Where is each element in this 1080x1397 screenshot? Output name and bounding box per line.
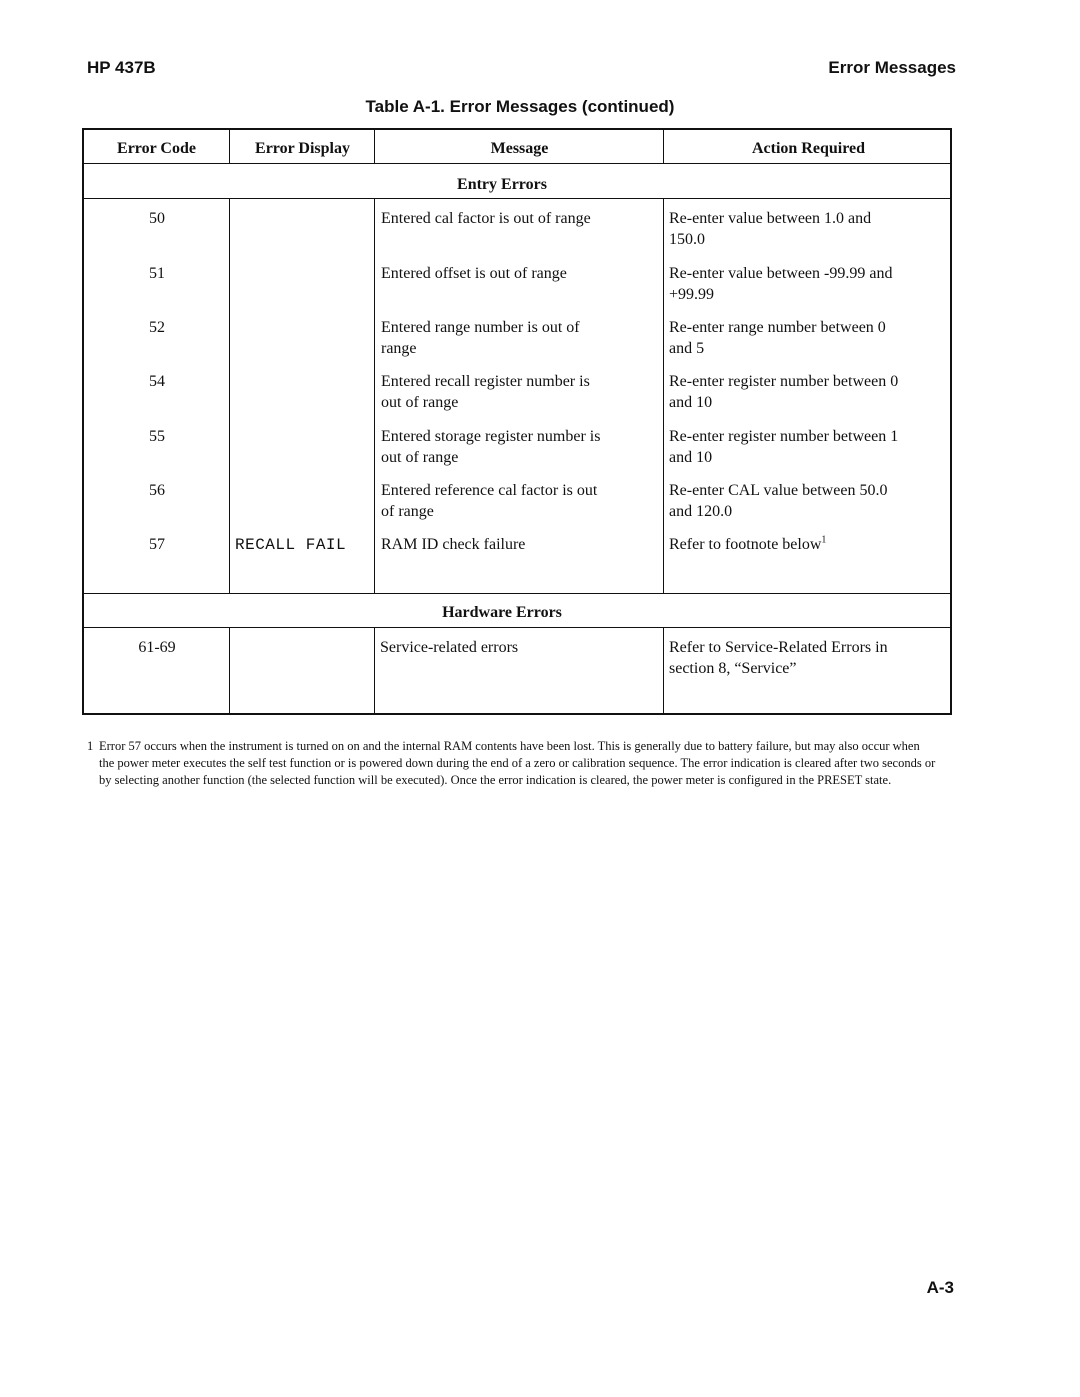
message-line: range — [381, 340, 417, 357]
document-model-header: HP 437B — [87, 58, 156, 77]
table-header-rule — [82, 163, 952, 164]
page-number: A-3 — [926, 1278, 954, 1297]
action-line — [669, 534, 826, 555]
column-header-message: Message — [490, 140, 549, 157]
action-line: Re-enter range number between 0 — [669, 319, 886, 336]
error-code-cell: 52 — [149, 319, 165, 336]
column-header-action-required: Action Required — [751, 140, 866, 157]
column-divider — [663, 198, 664, 594]
action-line: +99.99 — [669, 286, 715, 303]
message-line: out of range — [381, 394, 459, 411]
column-divider — [374, 627, 375, 715]
error-code-cell: 54 — [149, 373, 165, 390]
error-code-cell: 61-69 — [138, 639, 176, 656]
error-code-cell: 55 — [149, 428, 165, 445]
message-line: Entered cal factor is out of range — [381, 210, 591, 227]
column-header-error-display: Error Display — [255, 140, 350, 157]
section-heading-entry-errors: Entry Errors — [457, 176, 547, 193]
message-line: Entered recall register number is — [381, 373, 590, 390]
column-divider — [663, 627, 664, 715]
action-line: section 8, “Service” — [669, 660, 797, 677]
error-code-cell: 56 — [149, 482, 165, 499]
action-line: and 10 — [669, 394, 713, 411]
action-line: and 5 — [669, 340, 705, 357]
section-heading-hardware-errors: Hardware Errors — [442, 604, 562, 621]
section-rule — [82, 593, 952, 594]
action-line: Re-enter register number between 1 — [669, 428, 899, 445]
message-line: out of range — [381, 449, 459, 466]
column-divider — [374, 128, 375, 164]
action-line: Re-enter value between 1.0 and — [669, 210, 872, 227]
message-line: RAM ID check failure — [381, 536, 526, 553]
action-line: Re-enter CAL value between 50.0 — [669, 482, 888, 499]
error-code-cell: 51 — [149, 265, 165, 282]
footnote-number: 1 — [87, 739, 94, 753]
action-line: Re-enter register number between 0 — [669, 373, 899, 390]
section-rule — [82, 198, 952, 199]
column-divider — [229, 128, 230, 164]
message-line: Entered storage register number is — [381, 428, 601, 445]
message-line: Entered range number is out of — [381, 319, 580, 336]
message-line: Service-related errors — [380, 639, 519, 656]
action-line: Refer to Service-Related Errors in — [669, 639, 888, 656]
column-header-error-code: Error Code — [117, 140, 196, 157]
error-display-cell: RECALL FAIL — [235, 536, 347, 554]
table-title: Table A-1. Error Messages (continued) — [365, 97, 675, 116]
error-code-cell: 57 — [149, 536, 165, 553]
column-divider — [663, 128, 664, 164]
message-line: of range — [381, 503, 434, 520]
action-line: Re-enter value between -99.99 and — [669, 265, 893, 282]
column-divider — [374, 198, 375, 594]
section-header: Error Messages — [828, 58, 956, 77]
message-line: Entered offset is out of range — [381, 265, 567, 282]
message-line: Entered reference cal factor is out — [381, 482, 598, 499]
action-line: and 120.0 — [669, 503, 733, 520]
footnote-text: Error 57 occurs when the instrument is turned on on and the internal RAM contents have been lost. This is generally due to battery failure, but may also occur when the power meter executes the self test function or is powered down during the end of a zero or calibration sequence. The error indication is cleared after two seconds or by selecting another function (the selected function will be executed). Once the error indication is cleared, the power meter is configured in the PRESET state. — [99, 739, 936, 787]
footnote — [87, 738, 937, 789]
error-code-cell: 50 — [149, 210, 165, 227]
footnote-marker: 1 — [821, 534, 827, 546]
action-text: Refer to footnote below — [669, 536, 822, 553]
action-line: 150.0 — [669, 231, 705, 248]
action-line: and 10 — [669, 449, 713, 466]
section-rule — [82, 627, 952, 628]
